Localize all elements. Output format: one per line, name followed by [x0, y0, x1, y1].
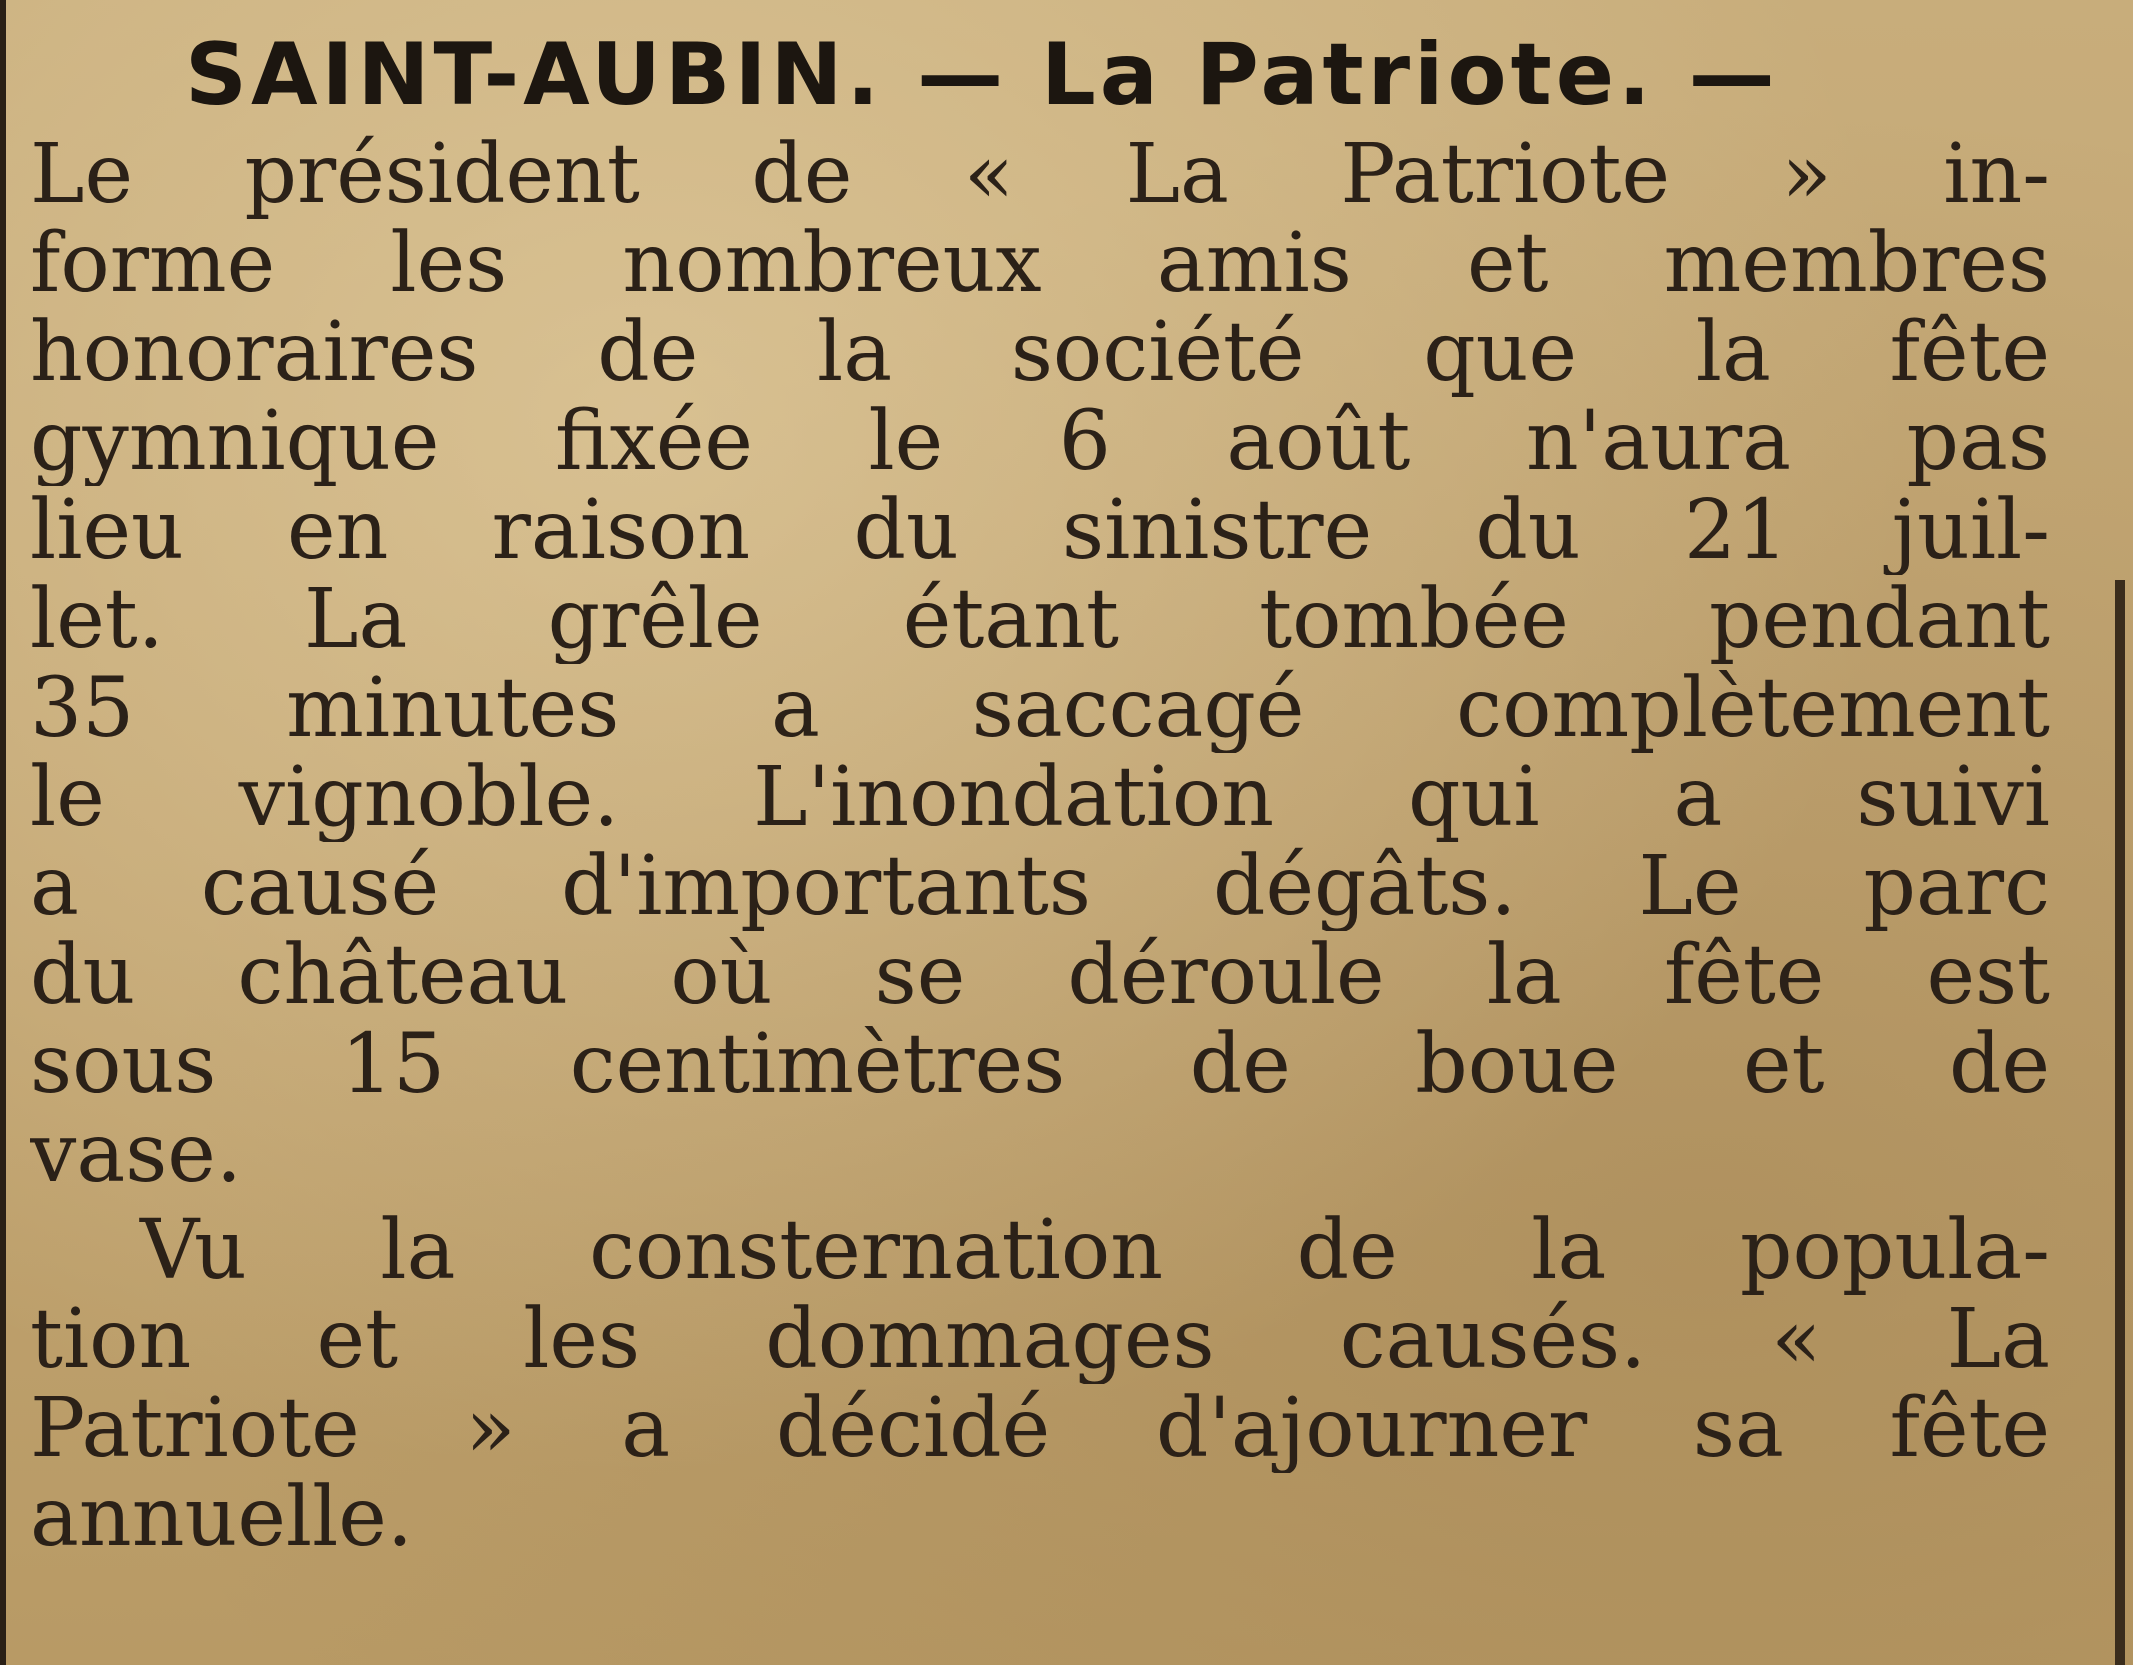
text-line: a causé d'importants dégâts. Le parc: [30, 842, 2050, 931]
text-line: vase.: [30, 1109, 242, 1198]
right-column-rule: [2115, 580, 2125, 1665]
text-line: Le président de « La Patriote » in-: [30, 130, 2050, 219]
text-line: lieu en raison du sinistre du 21 juil-: [30, 486, 2050, 575]
text-line: du château où se déroule la fête est: [30, 931, 2050, 1020]
paragraph-1: [30, 130, 2050, 1198]
text-line: gymnique fixée le 6 août n'aura pas: [30, 397, 2050, 486]
text-line: 35 minutes a saccagé complètement: [30, 664, 2050, 753]
text-line: annuelle.: [30, 1473, 413, 1562]
paragraph-gap: [30, 1198, 2050, 1206]
text-line: forme les nombreux amis et membres: [30, 219, 2050, 308]
article-headline: SAINT-AUBIN. — La Patriote. —: [185, 25, 1779, 125]
text-line: honoraires de la société que la fête: [30, 308, 2050, 397]
text-line: Patriote » a décidé d'ajourner sa fête: [30, 1384, 2050, 1473]
text-line: Vu la consternation de la popula-: [140, 1206, 2050, 1295]
text-line: le vignoble. L'inondation qui a suivi: [30, 753, 2050, 842]
article: [30, 20, 2050, 1562]
paragraph-2: [30, 1206, 2050, 1562]
text-line: sous 15 centimètres de boue et de: [30, 1020, 2050, 1109]
left-column-rule: [0, 0, 6, 1665]
text-line: tion et les dommages causés. « La: [30, 1295, 2050, 1384]
text-line: let. La grêle étant tombée pendant: [30, 575, 2050, 664]
